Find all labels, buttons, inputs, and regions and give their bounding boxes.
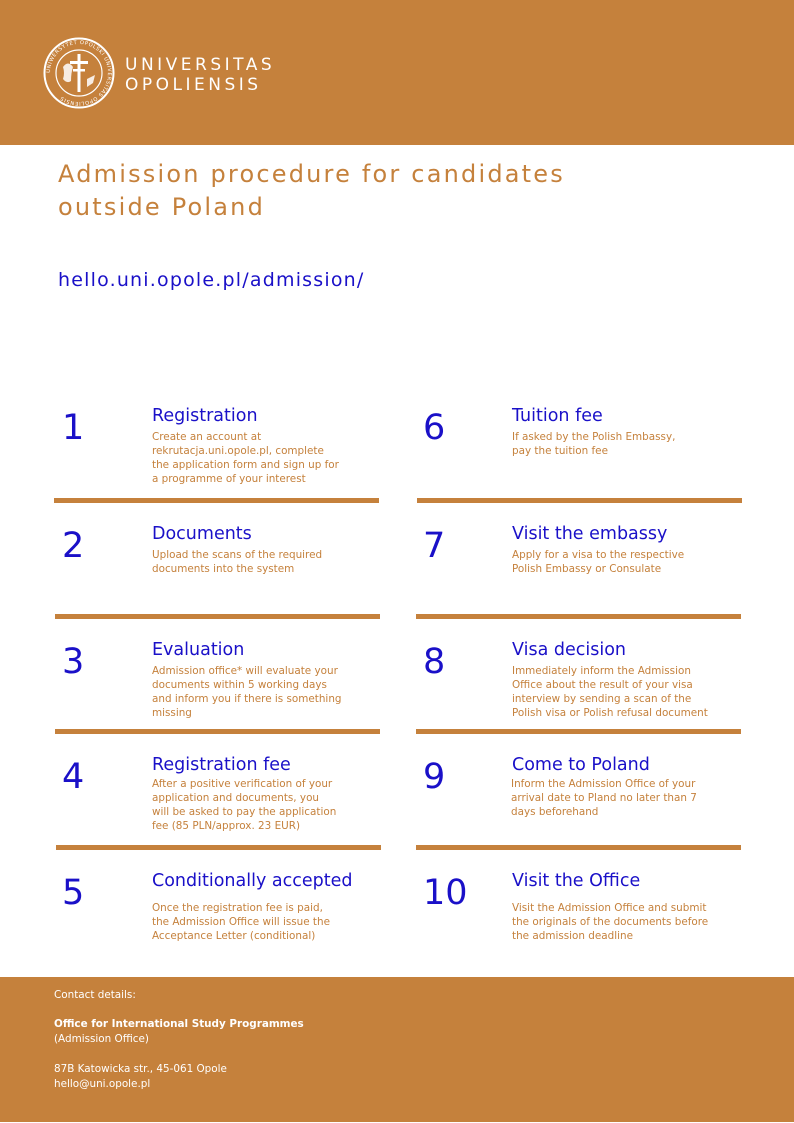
step-title: Tuition fee bbox=[512, 406, 603, 426]
divider bbox=[417, 498, 742, 503]
step-number: 9 bbox=[423, 757, 446, 797]
page-title: Admission procedure for candidates outside Poland bbox=[58, 160, 565, 221]
step-4 bbox=[62, 757, 402, 867]
step-title: Documents bbox=[152, 524, 252, 544]
step-number: 7 bbox=[423, 526, 446, 566]
office-name: Office for International Study Programmes bbox=[54, 1018, 304, 1030]
step-3 bbox=[62, 642, 402, 752]
step-5 bbox=[62, 873, 402, 983]
admission-link[interactable]: hello.uni.opole.pl/admission/ bbox=[58, 269, 365, 291]
step-title: Visit the Office bbox=[512, 871, 641, 891]
contact-label: Contact details: bbox=[54, 989, 136, 1001]
divider bbox=[416, 614, 741, 619]
university-seal-logo bbox=[43, 37, 115, 109]
office-subtitle: (Admission Office) bbox=[54, 1033, 149, 1045]
step-description: Apply for a visa to the respective Polish Embassy or Consulate bbox=[512, 549, 685, 575]
wordmark-line-1: UNIVERSITAS bbox=[125, 55, 276, 75]
step-number: 6 bbox=[423, 408, 446, 448]
divider bbox=[55, 729, 380, 734]
step-title: Registration fee bbox=[152, 755, 291, 775]
header-banner bbox=[0, 0, 794, 145]
wordmark-line-2: OPOLIENSIS bbox=[125, 75, 262, 95]
university-wordmark bbox=[125, 55, 275, 95]
step-title: Visa decision bbox=[512, 640, 626, 660]
step-number: 8 bbox=[423, 642, 446, 682]
divider bbox=[54, 498, 379, 503]
divider bbox=[55, 614, 380, 619]
step-description: Create an account at rekrutacja.uni.opole.pl, complete the application form and sign up for a programme of your interest bbox=[152, 431, 339, 485]
contact-email[interactable]: hello@uni.opole.pl bbox=[54, 1078, 151, 1090]
step-number: 2 bbox=[62, 526, 85, 566]
step-title: Conditionally accepted bbox=[152, 871, 353, 891]
step-description: Visit the Admission Office and submit the originals of the documents before the admission deadline bbox=[512, 902, 709, 942]
step-number: 10 bbox=[423, 873, 468, 913]
step-number: 5 bbox=[62, 873, 85, 913]
step-description: Immediately inform the Admission Office about the result of your visa interview by sending a scan of the Polish visa or Polish refusal document bbox=[512, 665, 708, 719]
divider bbox=[56, 845, 381, 850]
step-description: Admission office* will evaluate your documents within 5 working days and inform you if there is something missing bbox=[152, 665, 342, 719]
step-description: Upload the scans of the required documents into the system bbox=[152, 549, 323, 575]
step-number: 4 bbox=[62, 757, 85, 797]
step-description: If asked by the Polish Embassy, pay the tuition fee bbox=[512, 431, 676, 457]
step-title: Evaluation bbox=[152, 640, 245, 660]
step-7 bbox=[423, 526, 763, 636]
step-2 bbox=[62, 526, 402, 636]
step-number: 1 bbox=[62, 408, 85, 448]
step-description: Inform the Admission Office of your arrival date to Pland no later than 7 days beforehand bbox=[511, 778, 697, 818]
step-title: Registration bbox=[152, 406, 258, 426]
step-8 bbox=[423, 642, 763, 752]
office-address: 87B Katowicka str., 45-061 Opole bbox=[54, 1063, 227, 1075]
step-description: Once the registration fee is paid, the Admission Office will issue the Acceptance Letter (conditional) bbox=[152, 902, 330, 942]
step-10 bbox=[423, 873, 763, 983]
step-number: 3 bbox=[62, 642, 85, 682]
seal-text: UNIWERSYTET OPOLSKI UNIVERSITAS OPOLIENSIS bbox=[45, 39, 113, 107]
step-title: Come to Poland bbox=[512, 755, 650, 775]
divider bbox=[416, 729, 741, 734]
step-title: Visit the embassy bbox=[512, 524, 668, 544]
divider bbox=[416, 845, 741, 850]
step-description: After a positive verification of your application and documents, you will be asked to pay the application fee (85 PLN/approx. 23 EUR) bbox=[152, 778, 337, 832]
step-9 bbox=[423, 757, 763, 867]
contact-footer bbox=[0, 977, 794, 1122]
